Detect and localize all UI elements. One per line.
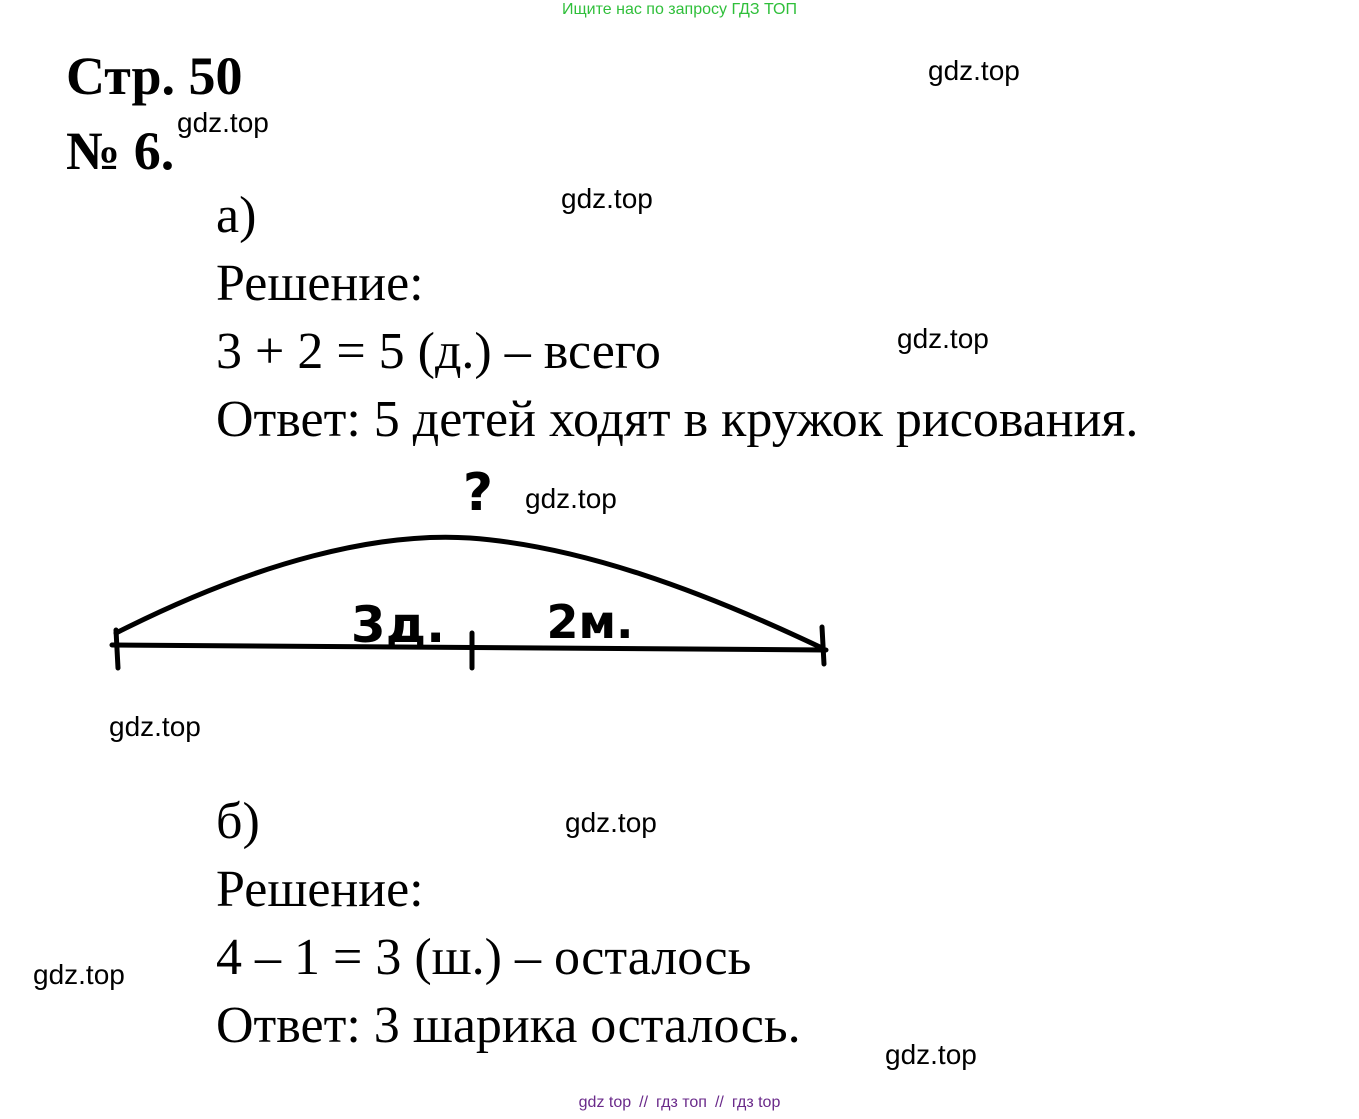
part-a-equation: 3 + 2 = 5 (д.) – всего [216,323,661,380]
watermark: gdz.top [565,807,657,838]
question-mark: ? [462,463,494,523]
watermark: gdz.top [885,1039,977,1070]
part-a-label: а) [216,187,257,244]
part-b-equation: 4 – 1 = 3 (ш.) – осталось [216,929,752,986]
watermark: gdz.top [897,323,989,354]
total-arc [116,537,822,648]
task-number: № 6. [66,121,175,181]
right-tick [822,627,824,664]
part-b-label: б) [216,793,260,850]
right-segment-label: 2м. [546,595,634,649]
watermark: gdz.top [177,107,269,138]
footer-link[interactable]: gdz top [578,1094,632,1111]
footer [0,1094,1359,1112]
footer-link[interactable]: гдз top [731,1094,781,1111]
part-b-answer: Ответ: 3 шарика осталось. [216,997,801,1054]
part-b-solution-label: Решение: [216,861,424,918]
watermark: gdz.top [561,183,653,214]
watermark: gdz.top [525,483,617,514]
page-title: Стр. 50 [66,46,243,106]
footer-separator: // [714,1094,724,1111]
part-a-solution-label: Решение: [216,255,424,312]
watermark: gdz.top [109,711,201,742]
watermark: gdz.top [33,959,125,990]
left-segment-label: 3д. [350,596,446,654]
footer-link[interactable]: гдз топ [656,1094,707,1111]
left-tick [116,630,118,668]
footer-separator: // [639,1094,649,1111]
watermark: gdz.top [928,55,1020,86]
part-a-answer: Ответ: 5 детей ходят в кружок рисования. [216,391,1139,448]
segment-line [112,645,826,650]
search-hint-banner: Ищите нас по запросу ГДЗ ТОП [562,1,797,18]
